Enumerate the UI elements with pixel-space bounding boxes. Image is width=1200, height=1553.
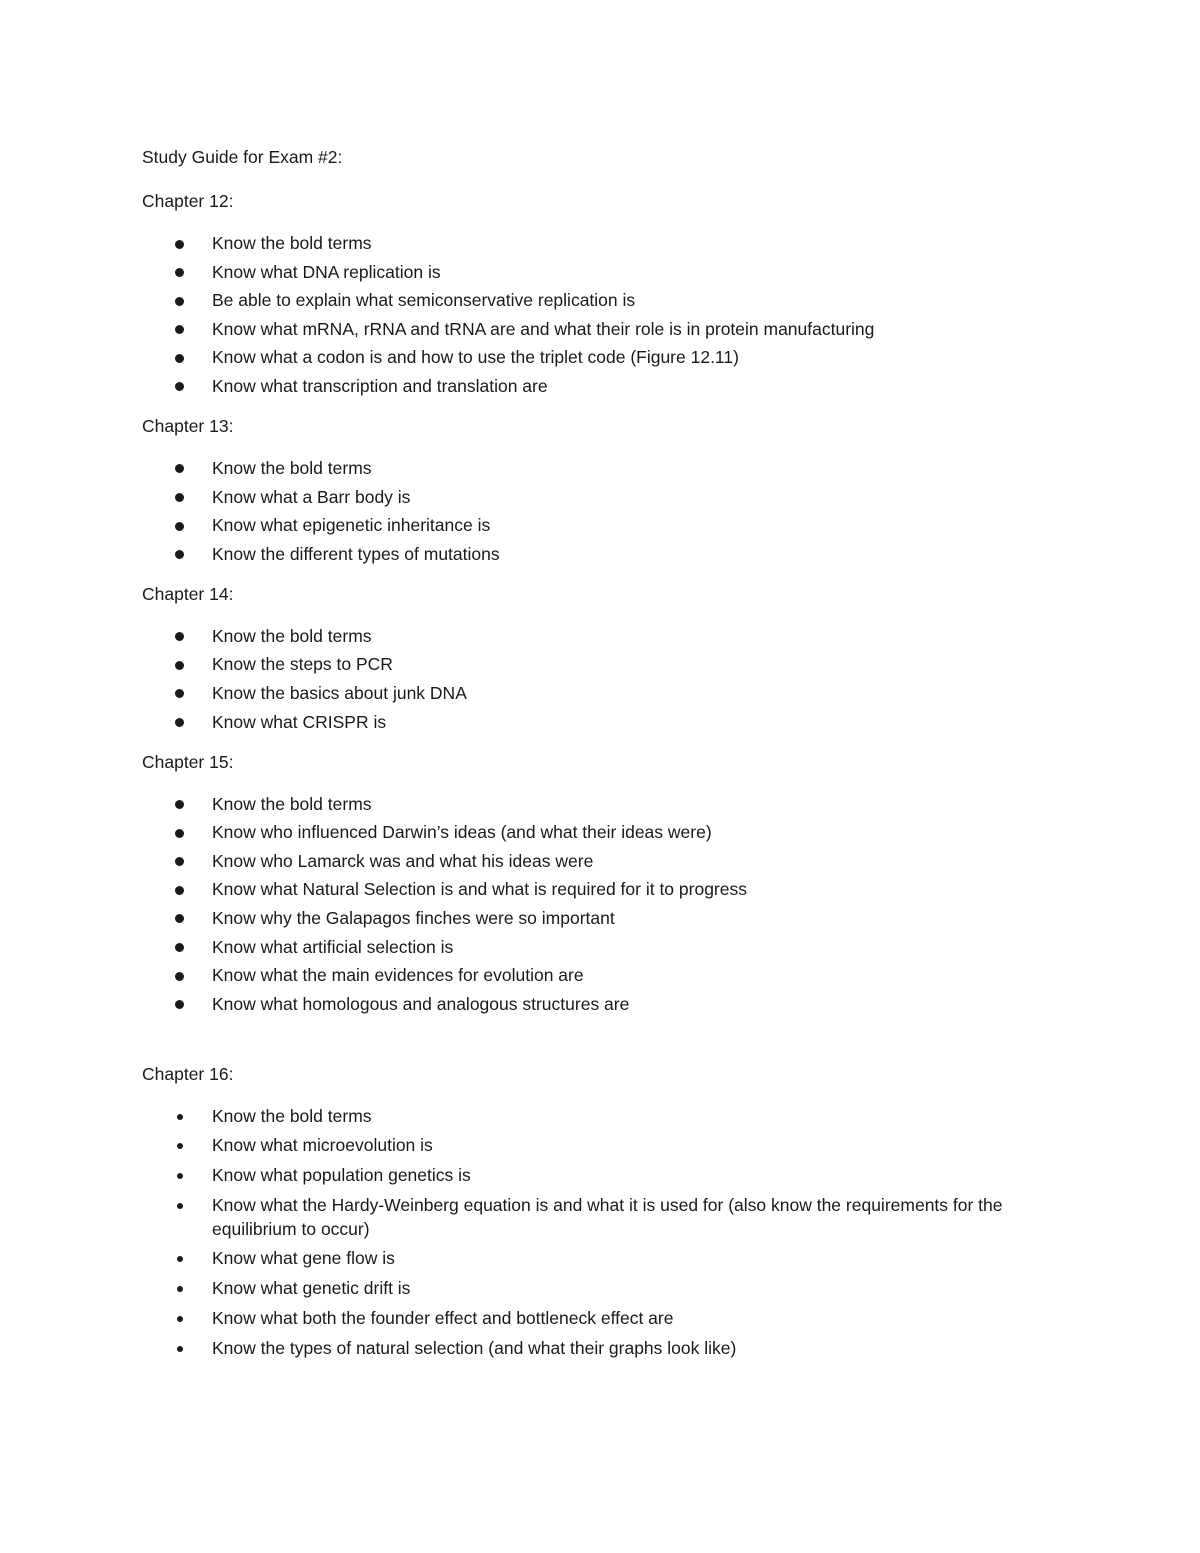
bullet-icon bbox=[175, 972, 184, 981]
list-item bbox=[142, 345, 1072, 369]
list-item bbox=[142, 849, 1072, 873]
bullet-icon bbox=[175, 493, 184, 502]
bullet-list bbox=[142, 624, 1072, 734]
bullet-icon bbox=[175, 240, 184, 249]
bullet-icon bbox=[177, 1114, 183, 1120]
chapter-section bbox=[142, 414, 1072, 566]
bullet-icon bbox=[175, 354, 184, 363]
list-item bbox=[142, 681, 1072, 705]
list-item-text: Know who influenced Darwin’s ideas (and what their ideas were) bbox=[212, 822, 712, 843]
list-item-text: Know what CRISPR is bbox=[212, 711, 387, 732]
list-item bbox=[142, 1246, 1072, 1270]
bullet-icon bbox=[177, 1286, 183, 1292]
list-item-text: Know the types of natural selection (and what their graphs look like) bbox=[212, 1337, 737, 1358]
chapter-section bbox=[142, 1062, 1072, 1360]
bullet-icon bbox=[175, 1000, 184, 1009]
list-item bbox=[142, 906, 1072, 930]
list-item-text: Know the different types of mutations bbox=[212, 543, 500, 564]
list-item bbox=[142, 374, 1072, 398]
list-item bbox=[142, 624, 1072, 648]
list-item-text: Know what artificial selection is bbox=[212, 936, 454, 957]
list-item-text: Know the bold terms bbox=[212, 793, 372, 814]
list-item-text: Know the bold terms bbox=[212, 1105, 372, 1126]
list-item bbox=[142, 288, 1072, 312]
bullet-icon bbox=[177, 1316, 183, 1322]
bullet-icon bbox=[177, 1256, 183, 1262]
list-item-text: Know what Natural Selection is and what is required for it to progress bbox=[212, 879, 747, 900]
list-item bbox=[142, 877, 1072, 901]
list-item-text: Know what a codon is and how to use the triplet code (Figure 12.11) bbox=[212, 347, 739, 368]
chapter-heading: Chapter 15: bbox=[142, 751, 234, 772]
list-item bbox=[142, 485, 1072, 509]
bullet-list bbox=[142, 456, 1072, 566]
chapter-heading: Chapter 13: bbox=[142, 415, 234, 436]
list-item bbox=[142, 963, 1072, 987]
bullet-icon bbox=[175, 325, 184, 334]
list-item-text: Know who Lamarck was and what his ideas were bbox=[212, 850, 594, 871]
list-item bbox=[142, 1163, 1072, 1187]
bullet-icon bbox=[175, 297, 184, 306]
bullet-icon bbox=[175, 914, 184, 923]
bullet-icon bbox=[175, 382, 184, 391]
bullet-icon bbox=[177, 1203, 183, 1209]
list-item-text: Know what the Hardy-Weinberg equation is and what it is used for (also know the requirements for the equilibrium to occur) bbox=[212, 1194, 1003, 1239]
list-item bbox=[142, 710, 1072, 734]
bullet-icon bbox=[175, 886, 184, 895]
list-item bbox=[142, 1306, 1072, 1330]
list-item-text: Know what genetic drift is bbox=[212, 1278, 411, 1299]
list-item-text: Know what microevolution is bbox=[212, 1135, 433, 1156]
bullet-list bbox=[142, 231, 1072, 398]
list-item-text: Know the steps to PCR bbox=[212, 654, 393, 675]
bullet-icon bbox=[175, 800, 184, 809]
document-title: Study Guide for Exam #2: bbox=[142, 147, 343, 167]
chapter-section bbox=[142, 189, 1072, 398]
list-item bbox=[142, 1133, 1072, 1157]
list-item-text: Know the bold terms bbox=[212, 233, 372, 253]
list-item bbox=[142, 820, 1072, 844]
list-item bbox=[142, 1193, 1072, 1241]
chapter-heading: Chapter 16: bbox=[142, 1063, 234, 1084]
list-item bbox=[142, 1276, 1072, 1300]
bullet-icon bbox=[175, 632, 184, 641]
bullet-icon bbox=[175, 268, 184, 277]
bullet-icon bbox=[175, 661, 184, 670]
bullet-icon bbox=[177, 1143, 183, 1149]
list-item-text: Know what the main evidences for evolution are bbox=[212, 965, 584, 986]
bullet-icon bbox=[175, 829, 184, 838]
bullet-icon bbox=[175, 464, 184, 473]
list-item-text: Be able to explain what semiconservative replication is bbox=[212, 290, 636, 311]
bullet-icon bbox=[175, 857, 184, 866]
bullet-icon bbox=[175, 943, 184, 952]
list-item-text: Know what population genetics is bbox=[212, 1165, 471, 1186]
list-item-text: Know what transcription and translation are bbox=[212, 375, 548, 396]
list-item-text: Know the bold terms bbox=[212, 625, 372, 646]
list-item bbox=[142, 792, 1072, 816]
chapter-heading: Chapter 14: bbox=[142, 583, 234, 604]
list-item-text: Know what DNA replication is bbox=[212, 261, 441, 282]
list-item bbox=[142, 456, 1072, 480]
bullet-icon bbox=[177, 1346, 183, 1352]
bullet-list bbox=[142, 1104, 1072, 1360]
list-item-text: Know what a Barr body is bbox=[212, 486, 411, 507]
list-item bbox=[142, 992, 1072, 1016]
list-item bbox=[142, 935, 1072, 959]
bullet-icon bbox=[175, 522, 184, 531]
document-page bbox=[142, 145, 1072, 1376]
list-item bbox=[142, 231, 1072, 255]
list-item bbox=[142, 1104, 1072, 1128]
list-item-text: Know what both the founder effect and bottleneck effect are bbox=[212, 1307, 674, 1328]
list-item bbox=[142, 317, 1072, 341]
list-item bbox=[142, 260, 1072, 284]
list-item-text: Know the basics about junk DNA bbox=[212, 682, 467, 703]
list-item bbox=[142, 542, 1072, 566]
list-item-text: Know what mRNA, rRNA and tRNA are and what their role is in protein manufacturing bbox=[212, 318, 875, 339]
list-item-text: Know what epigenetic inheritance is bbox=[212, 515, 491, 536]
bullet-icon bbox=[175, 718, 184, 727]
bullet-list bbox=[142, 792, 1072, 1016]
list-item-text: Know why the Galapagos finches were so important bbox=[212, 907, 615, 928]
chapter-section bbox=[142, 750, 1072, 1016]
list-item bbox=[142, 1336, 1072, 1360]
list-item bbox=[142, 652, 1072, 676]
list-item-text: Know what homologous and analogous structures are bbox=[212, 993, 630, 1014]
chapter-section bbox=[142, 582, 1072, 734]
bullet-icon bbox=[175, 689, 184, 698]
bullet-icon bbox=[175, 550, 184, 559]
list-item-text: Know the bold terms bbox=[212, 457, 372, 478]
bullet-icon bbox=[177, 1173, 183, 1179]
chapter-heading: Chapter 12: bbox=[142, 191, 234, 211]
list-item bbox=[142, 513, 1072, 537]
list-item-text: Know what gene flow is bbox=[212, 1248, 395, 1269]
